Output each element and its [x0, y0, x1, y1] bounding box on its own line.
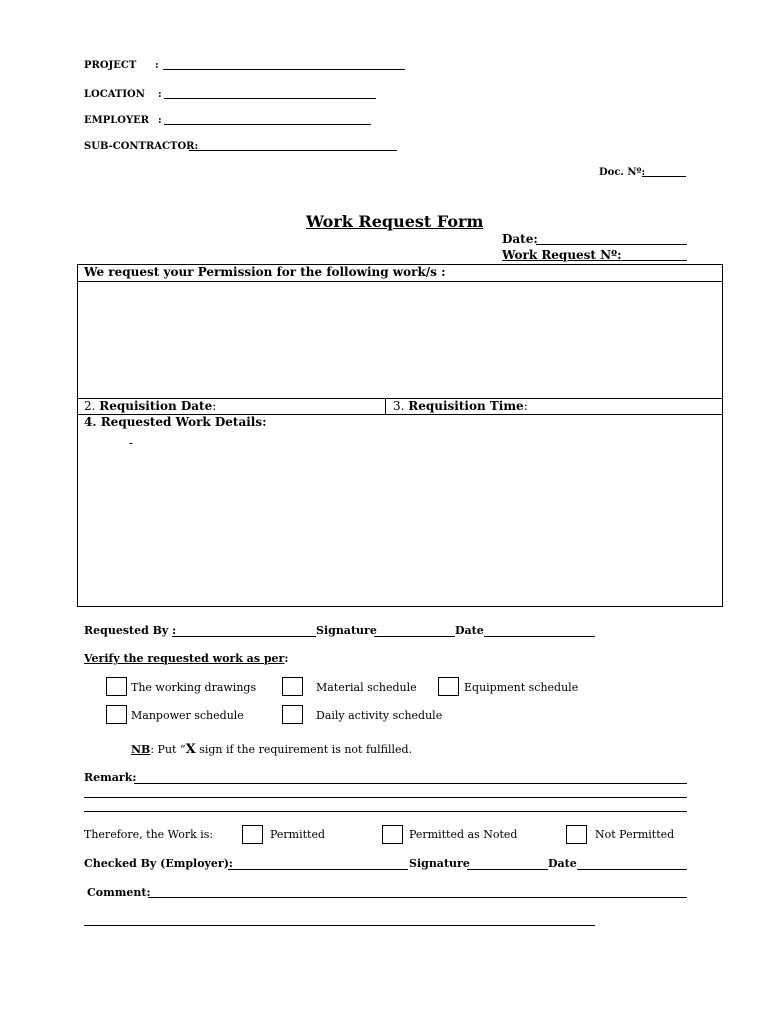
requisition-date: [84, 399, 216, 413]
requisition-time-label: Requisition Time: [408, 399, 524, 413]
work-request-no-label: Work Request Nº:: [502, 248, 622, 262]
work-details-label: 4. Requested Work Details:: [84, 415, 267, 429]
requisition-time-colon: :: [523, 399, 528, 413]
nb-x-mark: X: [185, 742, 196, 757]
table-column-divider: [385, 399, 386, 415]
verify-heading-text: Verify the requested work as per: [84, 652, 285, 665]
label-daily-activity-schedule: Daily activity schedule: [316, 709, 443, 722]
nb-label: NB: [131, 743, 151, 756]
location-field[interactable]: [164, 98, 376, 99]
location-colon: :: [158, 89, 162, 100]
label-working-drawings: The working drawings: [131, 681, 257, 694]
work-description-area[interactable]: [81, 282, 719, 398]
comment-label: Comment:: [87, 886, 151, 899]
label-permitted: Permitted: [270, 828, 326, 841]
checked-date-field[interactable]: [577, 869, 687, 870]
nb-text-before: : Put “: [150, 743, 186, 756]
checked-by-field[interactable]: [228, 869, 408, 870]
project-colon: :: [155, 60, 159, 71]
work-request-no-field[interactable]: [622, 260, 687, 261]
employer-colon: :: [158, 115, 162, 126]
requested-by-label: Requested By :: [84, 624, 177, 637]
label-permitted-as-noted: Permitted as Noted: [409, 828, 518, 841]
checked-signature-label: Signature: [409, 857, 470, 870]
requested-signature-label: Signature: [316, 624, 377, 637]
checkbox-daily-activity-schedule[interactable]: [282, 705, 303, 724]
requested-by-field[interactable]: [172, 636, 316, 637]
requisition-time-number: 3.: [393, 399, 409, 413]
checkbox-material-schedule[interactable]: [282, 677, 303, 696]
subcontractor-label: SUB-CONTRACTOR:: [84, 141, 199, 152]
date-field[interactable]: [536, 244, 687, 245]
checkbox-not-permitted[interactable]: [566, 825, 587, 844]
remark-label: Remark:: [84, 771, 137, 784]
checkbox-working-drawings[interactable]: [106, 677, 127, 696]
requisition-time: [393, 399, 528, 413]
work-details-bullet: -: [129, 436, 134, 450]
requisition-date-colon: :: [212, 399, 217, 413]
remark-line-1[interactable]: [134, 783, 687, 784]
decision-lead: Therefore, the Work is:: [84, 828, 214, 841]
nb-note: [131, 742, 412, 757]
requisition-date-label: Requisition Date: [99, 399, 213, 413]
label-equipment-schedule: Equipment schedule: [464, 681, 579, 694]
label-not-permitted: Not Permitted: [595, 828, 675, 841]
label-material-schedule: Material schedule: [316, 681, 417, 694]
requested-date-field[interactable]: [484, 636, 595, 637]
employer-label: EMPLOYER: [84, 115, 150, 126]
employer-field[interactable]: [164, 124, 371, 125]
comment-line-1[interactable]: [148, 897, 687, 898]
doc-no-label: Doc. Nº:: [599, 167, 646, 178]
date-label: Date:: [502, 232, 538, 246]
doc-no-field[interactable]: [642, 176, 686, 177]
requisition-date-number: 2.: [84, 399, 100, 413]
location-label: LOCATION: [84, 89, 145, 100]
verify-heading-colon: :: [284, 652, 289, 665]
checkbox-equipment-schedule[interactable]: [438, 677, 459, 696]
checked-by-label: Checked By (Employer):: [84, 857, 233, 870]
project-label: PROJECT: [84, 60, 137, 71]
remark-line-2[interactable]: [84, 797, 687, 798]
checkbox-permitted[interactable]: [242, 825, 263, 844]
checked-date-label: Date: [548, 857, 577, 870]
label-manpower-schedule: Manpower schedule: [131, 709, 244, 722]
form-title: Work Request Form: [306, 212, 484, 231]
project-field[interactable]: [163, 69, 405, 70]
permission-heading: [84, 265, 446, 279]
nb-text-after: sign if the requirement is not fulfilled.: [195, 743, 413, 756]
work-details-area[interactable]: [81, 432, 719, 602]
requested-signature-field[interactable]: [374, 636, 455, 637]
remark-line-3[interactable]: [84, 811, 687, 812]
checkbox-permitted-as-noted[interactable]: [382, 825, 403, 844]
checkbox-manpower-schedule[interactable]: [106, 705, 127, 724]
requested-date-label: Date: [455, 624, 484, 637]
checked-signature-field[interactable]: [467, 869, 548, 870]
verify-heading: [84, 652, 288, 665]
permission-heading-text: We request your Permission for the following work/s :: [84, 265, 446, 279]
subcontractor-field[interactable]: [189, 150, 397, 151]
comment-line-2[interactable]: [84, 925, 595, 926]
